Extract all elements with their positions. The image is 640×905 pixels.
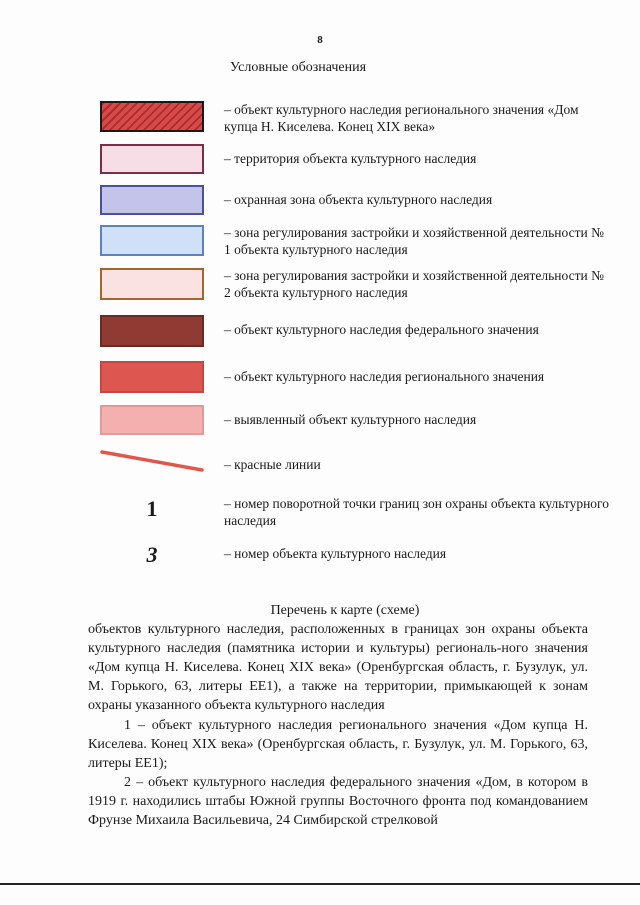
legend-swatch bbox=[100, 361, 204, 393]
legend-text: – объект культурного наследия регионального значения «Дом купца Н. Киселева. Конец XIX века» bbox=[224, 102, 579, 134]
legend-swatch-hatched bbox=[100, 101, 204, 132]
legend-swatch bbox=[100, 405, 204, 435]
list-item-2-text: 2 – объект культурного наследия федерального значения «Дом, в котором в 1919 г. находились штабы Южной группы Восточного фронта под командованием Фрунзе Михаила Васильевича, 24 Симбирской стрелковой bbox=[88, 775, 588, 828]
legend-text: – красные линии bbox=[224, 457, 321, 472]
legend-swatch bbox=[100, 225, 204, 256]
legend-swatch bbox=[100, 185, 204, 215]
red-line-icon bbox=[100, 448, 204, 474]
legend-title: Условные обозначения bbox=[229, 60, 367, 75]
list-intro: объектов культурного наследия, расположенных в границах зон охраны объекта культурного наследия (памятника истории и культуры) региональ-ного значения «Дом купца Н. Киселева. Конец XIX века» (Оренбургская область, г. Бузулук, ул. М. Горького, 63, литеры ЕЕ1), а также на территории, примыкающей к зонам охраны указанного объекта культурного наследия bbox=[88, 622, 588, 713]
turning-point-number-symbol: 1 bbox=[146, 496, 158, 521]
list-item-2 bbox=[88, 773, 588, 830]
legend-text: – номер объекта культурного наследия bbox=[224, 546, 447, 561]
red-line-symbol bbox=[100, 448, 204, 472]
legend-swatch bbox=[100, 268, 204, 300]
bottom-rule bbox=[0, 883, 640, 885]
legend-swatch bbox=[100, 144, 204, 174]
legend-swatch bbox=[100, 315, 204, 347]
heritage-number-symbol: 3 bbox=[146, 542, 158, 567]
legend-text: – зона регулирования застройки и хозяйственной деятельности № 2 объекта культурного наследия bbox=[224, 268, 604, 300]
legend-text: – зона регулирования застройки и хозяйственной деятельности № 1 объекта культурного наследия bbox=[224, 225, 604, 257]
legend-text: – охранная зона объекта культурного наследия bbox=[224, 192, 493, 207]
list-item-1-text: 1 – объект культурного наследия регионального значения «Дом купца Н. Киселева. Конец XIX века» (Оренбургская область, г. Бузулук, ул. М. Горького, 63, литеры ЕЕ1); bbox=[88, 718, 588, 771]
legend-text: – территория объекта культурного наследия bbox=[224, 151, 477, 166]
list-item-1 bbox=[88, 716, 588, 773]
legend-text: – номер поворотной точки границ зон охраны объекта культурного наследия bbox=[224, 496, 610, 528]
page-number: 8 bbox=[317, 34, 323, 46]
legend-text: – объект культурного наследия федерального значения bbox=[224, 322, 539, 337]
legend-text: – объект культурного наследия регионального значения bbox=[224, 369, 545, 384]
legend-text: – выявленный объект культурного наследия bbox=[224, 412, 477, 427]
list-title: Перечень к карте (схеме) bbox=[270, 603, 420, 618]
